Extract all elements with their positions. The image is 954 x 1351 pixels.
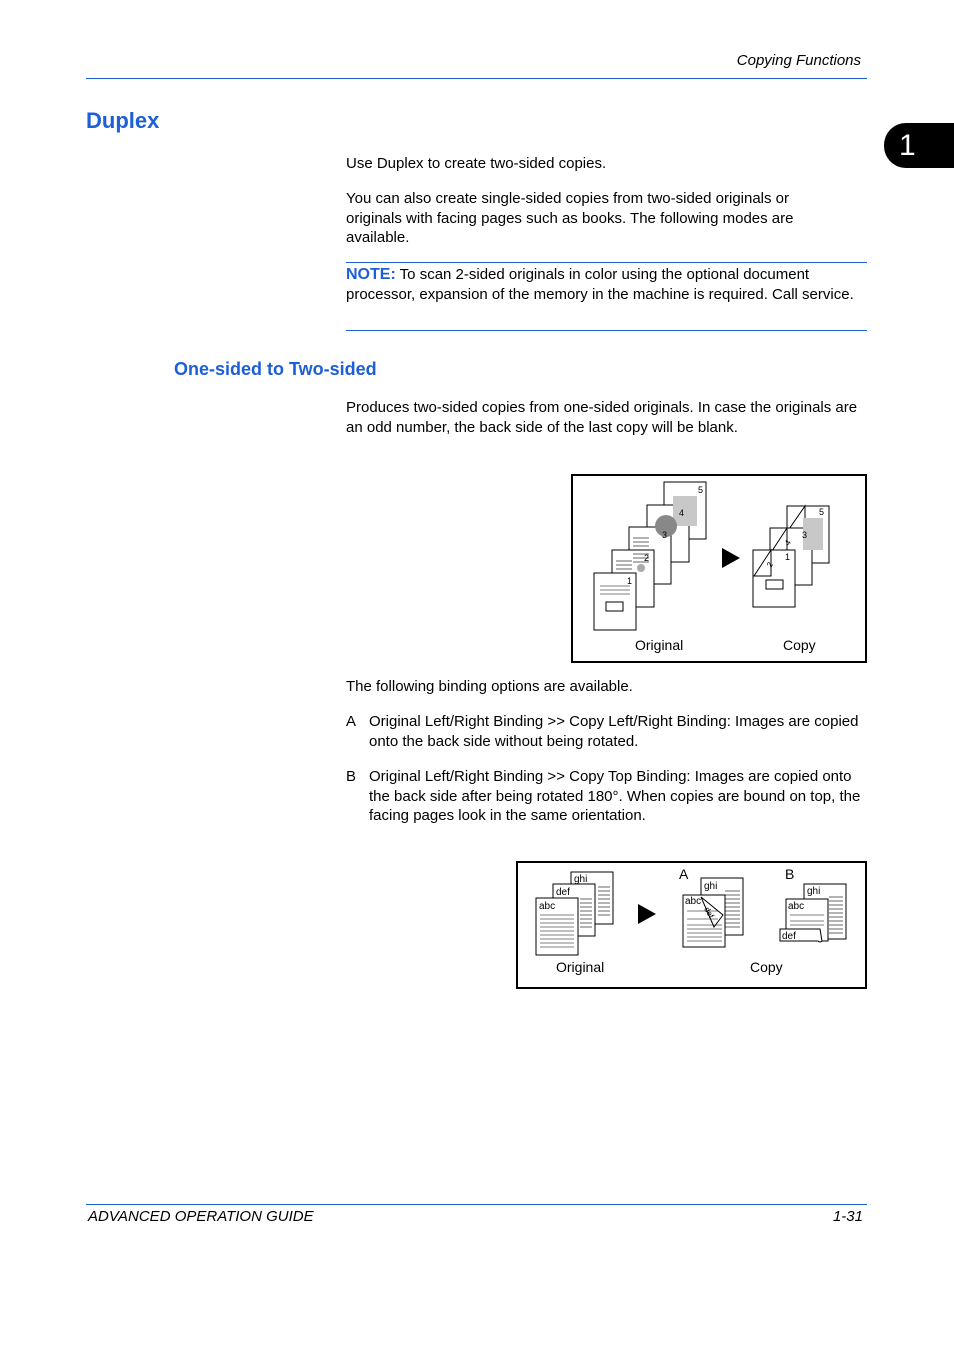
intro-paragraph-1: Use Duplex to create two-sided copies.: [346, 155, 607, 172]
copy-a-ghi-label: ghi: [704, 881, 718, 892]
note-block: [346, 265, 861, 304]
orig-page-5-num: 5: [698, 485, 704, 495]
copy-page-5-num: 5: [819, 507, 825, 517]
orig-def-label: def: [556, 887, 570, 898]
option-b-text: Original Left/Right Binding >> Copy Top Binding: Images are copied onto the back side after being rotated 180°. When copies are bound on top, the facing pages look in the same orientation.: [369, 768, 861, 824]
duplex-figure-one-to-two: [571, 474, 867, 663]
intro-paragraph-2: You can also create single-sided copies from two-sided originals or originals with facing pages such as books. The following modes are available.: [346, 190, 794, 246]
copy-page-2-num: 2: [764, 560, 775, 569]
option-b-label: B: [785, 866, 795, 882]
orig-page-1-num: 1: [627, 576, 633, 586]
orig-page-2-num: 2: [644, 553, 650, 563]
figure1-copy-label: Copy: [783, 637, 816, 653]
orig-page-3-num: 3: [662, 530, 668, 540]
footer-guide-title: ADVANCED OPERATION GUIDE: [88, 1208, 314, 1225]
copy-page-1-num: 1: [785, 552, 791, 562]
binding-illustration: [518, 863, 865, 987]
copy-page-4-num: 4: [782, 538, 793, 547]
copy-b-def-label: def: [782, 931, 796, 942]
chapter-tab: 1: [884, 123, 954, 168]
footer-page-number: 1-31: [832, 1208, 863, 1225]
binding-intro: The following binding options are available.: [346, 678, 633, 695]
duplex-illustration: [573, 476, 865, 661]
arrow-icon: [638, 904, 656, 924]
copy-b-abc-label: abc: [788, 901, 805, 912]
note-label: NOTE:: [346, 266, 396, 283]
page-title: Duplex: [86, 108, 160, 133]
figure2-copy-label: Copy: [750, 959, 783, 975]
footer-rule: [86, 1204, 867, 1205]
copy-a-abc-label: abc: [685, 896, 702, 907]
copy-page-3-num: 3: [802, 530, 808, 540]
subsection-text: Produces two-sided copies from one-sided originals. In case the originals are an odd number, the back side of the last copy will be blank.: [346, 399, 858, 436]
orig-page-4-num: 4: [679, 508, 685, 518]
copy-a-def-label: def: [702, 905, 716, 920]
orig-ghi-label: ghi: [574, 874, 588, 885]
option-a-label: A: [679, 866, 689, 882]
copy-b-ghi-label: ghi: [807, 886, 821, 897]
header-section-title: Copying Functions: [736, 52, 861, 69]
subsection-title: One-sided to Two-sided: [174, 359, 377, 379]
note-text: To scan 2-sided originals in color using the optional document processor, expansion of the memory in the machine is required. Call service.: [346, 266, 854, 303]
option-a-text: Original Left/Right Binding >> Copy Left/Right Binding: Images are copied onto the back side without being rotated.: [369, 713, 859, 750]
figure1-original-label: Original: [635, 637, 684, 653]
figure2-original-label: Original: [556, 959, 605, 975]
arrow-icon: [722, 548, 740, 568]
orig-abc-label: abc: [539, 901, 556, 912]
option-b-letter: B: [346, 768, 357, 785]
binding-options-figure: [516, 861, 867, 989]
note-top-rule: [346, 262, 867, 263]
note-bottom-rule: [346, 330, 867, 331]
header-rule: [86, 78, 867, 79]
option-a-letter: A: [346, 713, 357, 730]
